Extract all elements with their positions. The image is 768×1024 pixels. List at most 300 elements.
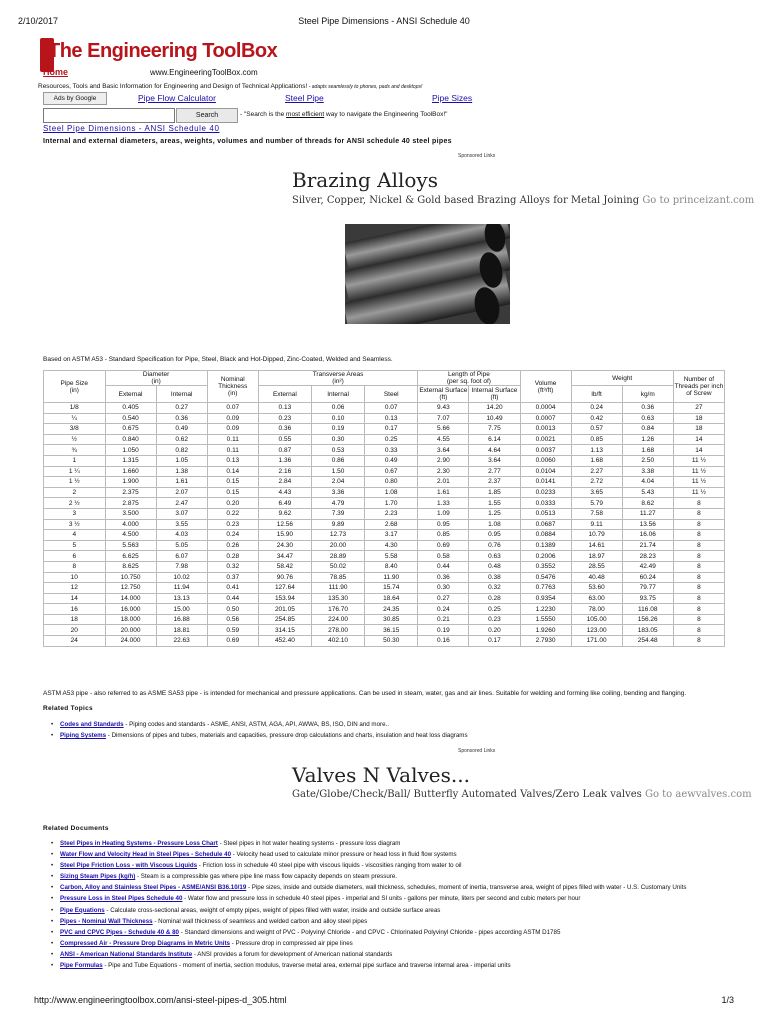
table-cell: 2.875 [105,498,156,509]
table-cell: 2.01 [418,477,469,488]
table-row [44,572,725,583]
table-cell: 10.750 [105,572,156,583]
table-cell: 0.19 [418,625,469,636]
list-item: • Pipe Formulas - Pipe and Tube Equations - moment of inertia, section modulus, traverse metal area, external pipe surface and traverse internal area - imperial units [60,962,710,970]
table-cell: 8 [673,519,724,530]
table-cell: 4.04 [622,477,673,488]
table-cell: 1.660 [105,466,156,477]
table-cell: 0.21 [418,614,469,625]
table-cell: 8 [673,636,724,647]
table-cell: 278.00 [311,625,364,636]
related-document-link[interactable]: Steel Pipes in Heating Systems - Pressure Loss Chart [60,840,218,847]
table-cell: 0.33 [365,445,418,456]
table-cell: 0.32 [207,561,258,572]
table-cell: 314.15 [258,625,311,636]
related-document-link[interactable]: Pipe Formulas [60,962,103,970]
table-cell: 2.77 [469,466,520,477]
table-cell: 0.58 [418,551,469,562]
table-cell: 2 ½ [44,498,106,509]
search-note: - "Search is the most efficient way to navigate the Engineering ToolBox!" [240,111,448,118]
table-row [44,498,725,509]
ads-by-google-button[interactable] [43,92,107,105]
related-document-link[interactable]: Pressure Loss in Steel Pipes Schedule 40 [60,895,183,903]
list-item: • Codes and Standards - Piping codes and standards - ASME, ANSI, ASTM, AGA, API, AWWA, BS, ISO, DIN and more.. [60,721,710,729]
table-cell: 0.17 [365,424,418,435]
table-cell: 0.85 [418,530,469,541]
table-cell: 11 ½ [673,455,724,466]
table-cell: 3.500 [105,508,156,519]
table-cell: 36.15 [365,625,418,636]
table-cell: 12.56 [258,519,311,530]
table-cell: 254.85 [258,614,311,625]
table-cell: ½ [44,434,106,445]
related-document-link[interactable]: Pipe Equations [60,906,105,914]
table-cell: 0.41 [207,583,258,594]
ad-title[interactable]: Valves N Valves... [292,763,470,787]
table-cell: 11 ½ [673,487,724,498]
table-cell: 1.50 [311,466,364,477]
table-cell: 0.11 [207,445,258,456]
table-cell: 8 [673,614,724,625]
table-cell: 0.10 [311,413,364,424]
table-cell: 1/8 [44,403,106,414]
table-cell: 0.13 [365,413,418,424]
table-cell: 15.90 [258,530,311,541]
table-row [44,424,725,435]
table-cell: 15.00 [156,604,207,615]
th-volume: Volume (ft³/ft) [520,371,571,403]
table-cell: 42.49 [622,561,673,572]
table-cell: 0.59 [207,625,258,636]
table-cell: 22.63 [156,636,207,647]
ads-label: Ads by Google [53,95,97,102]
table-cell: 0.0687 [520,519,571,530]
table-cell: 27 [673,403,724,414]
related-document-link[interactable]: PVC and CPVC Pipes - Schedule 40 & 80 [60,928,179,936]
table-cell: 8 [673,561,724,572]
table-cell: 3 [44,508,106,519]
table-cell: 6.07 [156,551,207,562]
table-cell: 20.000 [105,625,156,636]
table-cell: 3.38 [622,466,673,477]
table-cell: 2.04 [311,477,364,488]
table-cell: 6.49 [258,498,311,509]
table-cell: 0.82 [156,445,207,456]
table-cell: 123.00 [571,625,622,636]
table-cell: 0.63 [469,551,520,562]
table-cell: 1.26 [622,434,673,445]
table-cell: 0.15 [207,487,258,498]
table-cell: 21.74 [622,540,673,551]
table-cell: 14.61 [571,540,622,551]
table-cell: 6 [44,551,106,562]
list-item: • Pipes - Nominal Wall Thickness - Nominal wall thickness of seamless and welded carbon and alloy steel pipes [60,918,710,926]
table-cell: 4.000 [105,519,156,530]
table-cell: 18.000 [105,614,156,625]
table-cell: 2.37 [469,477,520,488]
table-row [44,561,725,572]
astm-note: ASTM A53 pipe - also referred to as ASME SA53 pipe - is intended for mechanical and pressure applications. Can be used in steam, water, gas and air lines. Suitable for welding and forming like coiling, bending and flanging. [43,690,687,697]
table-cell: 156.26 [622,614,673,625]
table-cell: 0.25 [365,434,418,445]
table-cell: 18 [673,424,724,435]
table-cell: 0.0233 [520,487,571,498]
table-row [44,403,725,414]
table-cell: 8 [673,583,724,594]
table-cell: 0.44 [418,561,469,572]
table-cell: 1.315 [105,455,156,466]
table-cell: 3.55 [156,519,207,530]
home-link[interactable]: Home [43,67,69,77]
table-cell: 0.36 [258,424,311,435]
th-sub: External [258,386,311,403]
table-body [44,403,725,647]
table-cell: 58.42 [258,561,311,572]
table-cell: 7.07 [418,413,469,424]
ad-subtitle[interactable]: Gate/Globe/Check/Ball/ Butterfly Automated Valves/Zero Leak valves Go to aewvalves.com [292,789,752,800]
table-cell: 0.06 [311,403,364,414]
table-cell: 14.000 [105,593,156,604]
table-cell: 0.36 [418,572,469,583]
pipe-dimensions-table [43,370,725,647]
table-cell: 1.900 [105,477,156,488]
table-cell: 28.89 [311,551,364,562]
table-cell: 20.00 [311,540,364,551]
table-cell: 0.69 [418,540,469,551]
page-heading: Internal and external diameters, areas, weights, volumes and number of threads for ANSI schedule 40 steel pipes [43,138,452,145]
table-cell: 20 [44,625,106,636]
table-cell: 3 ½ [44,519,106,530]
table-cell: 2.7930 [520,636,571,647]
table-cell: 1.68 [571,455,622,466]
table-cell: 24.35 [365,604,418,615]
table-cell: 78.85 [311,572,364,583]
breadcrumb[interactable]: Steel Pipe Dimensions - ANSI Schedule 40 [43,124,220,133]
table-cell: 9.89 [311,519,364,530]
related-document-link[interactable]: Carbon, Alloy and Stainless Steel Pipes - ASME/ANSI B36.10/19 [60,884,247,892]
related-documents-list [60,840,710,973]
table-cell: 0.24 [207,530,258,541]
table-row [44,614,725,625]
th-sub: Internal Surface (ft) [469,386,520,403]
table-cell: 0.17 [469,636,520,647]
table-cell: 3.64 [469,455,520,466]
table-row [44,413,725,424]
table-cell: 2.375 [105,487,156,498]
table-cell: 0.0013 [520,424,571,435]
table-cell: 1.38 [156,466,207,477]
table-cell: 18.97 [571,551,622,562]
table-cell: 0.69 [207,636,258,647]
tagline-small: - adapts seamlessly to phones, pads and desktops! [307,84,423,90]
th-sub: kg/m [622,386,673,403]
table-cell: 0.25 [469,604,520,615]
table-cell: 0.84 [622,424,673,435]
table-cell: 0.09 [207,424,258,435]
ad-title[interactable]: Brazing Alloys [292,168,438,192]
table-cell: 2.27 [571,466,622,477]
table-cell: 9.43 [418,403,469,414]
nav-pipe-sizes[interactable]: Pipe Sizes [432,93,473,103]
table-cell: 0.5476 [520,572,571,583]
table-cell: 2.23 [365,508,418,519]
table-cell: 0.27 [418,593,469,604]
table-cell: 0.0021 [520,434,571,445]
related-document-link[interactable]: Sizing Steam Pipes (kg/h) [60,873,136,881]
list-item: • ANSI - American National Standards Institute - ANSI provides a forum for development of American national standards [60,951,710,959]
table-cell: 0.37 [207,572,258,583]
table-cell: 201.05 [258,604,311,615]
table-cell: 1.5550 [520,614,571,625]
table-cell: 0.49 [365,455,418,466]
table-cell: 0.55 [258,434,311,445]
table-cell: 10.79 [571,530,622,541]
table-cell: 452.40 [258,636,311,647]
table-cell: 11.27 [622,508,673,519]
table-cell: 60.24 [622,572,673,583]
table-cell: 1.2230 [520,604,571,615]
related-document-link[interactable]: Pipes - Nominal Wall Thickness [60,917,153,925]
table-cell: 0.23 [258,413,311,424]
table-cell: 0.53 [311,445,364,456]
sponsored-label: Sponsored Links [458,153,496,159]
list-item: • Compressed Air - Pressure Drop Diagrams in Metric Units - Pressure drop in compressed air pipe lines [60,940,710,948]
table-cell: 0.7763 [520,583,571,594]
table-cell: 1.68 [622,445,673,456]
table-cell: 0.23 [469,614,520,625]
table-cell: 0.15 [207,477,258,488]
search-input[interactable] [43,108,175,123]
table-cell: 0.0060 [520,455,571,466]
table-cell: 1.13 [571,445,622,456]
based-on-text: Based on ASTM A53 - Standard Specification for Pipe, Steel, Black and Hot-Dipped, Zinc-Coated, Welded and Seamless. [43,356,393,363]
th-sub: External [105,386,156,403]
table-cell: 0.28 [207,551,258,562]
related-document-link[interactable]: Water Flow and Velocity Head in Steel Pipes - Schedule 40 [60,851,232,859]
table-cell: 0.49 [156,424,207,435]
table-cell: 1.70 [365,498,418,509]
page-number: 1/3 [721,995,734,1005]
table-cell: 0.09 [207,413,258,424]
table-cell: 8 [673,540,724,551]
table-cell: 0.9354 [520,593,571,604]
table-cell: 0.32 [469,583,520,594]
table-cell: 8 [44,561,106,572]
th-sub: lb/ft [571,386,622,403]
table-cell: 3.17 [365,530,418,541]
site-logo[interactable]: The Engineering ToolBox [48,40,278,62]
table-cell: 4.64 [469,445,520,456]
table-cell: 0.57 [571,424,622,435]
table-cell: 5.79 [571,498,622,509]
table-cell: 0.11 [207,434,258,445]
table-cell: 0.07 [365,403,418,414]
table-cell: 0.675 [105,424,156,435]
table-row [44,540,725,551]
table-cell: 18 [44,614,106,625]
table-cell: 24 [44,636,106,647]
table-cell: 8.40 [365,561,418,572]
table-cell: 10.49 [469,413,520,424]
table-cell: 3.64 [418,445,469,456]
print-date: 2/10/2017 [18,16,59,26]
th-sub: Internal [311,386,364,403]
table-cell: 0.30 [311,434,364,445]
steel-pipes-illustration [345,224,510,324]
table-cell: 2.90 [418,455,469,466]
related-topic-link[interactable]: Piping Systems [60,732,107,740]
th-nominal-thickness: Nominal Thickness (in) [207,371,258,403]
table-cell: 12.750 [105,583,156,594]
table-cell: 0.62 [156,434,207,445]
table-cell: 127.64 [258,583,311,594]
table-cell: 9.62 [258,508,311,519]
table-cell: 7.75 [469,424,520,435]
table-cell: 0.26 [207,540,258,551]
table-cell: 6.625 [105,551,156,562]
table-cell: ¾ [44,445,106,456]
table-cell: 0.3552 [520,561,571,572]
table-row [44,551,725,562]
table-cell: 0.27 [156,403,207,414]
table-cell: 8 [673,625,724,636]
table-cell: 28.23 [622,551,673,562]
list-item: • Water Flow and Velocity Head in Steel Pipes - Schedule 40 - Velocity head used to calculate minor pressure or head loss in fluid flow systems [60,851,710,859]
table-cell: 1.09 [418,508,469,519]
table-cell: 12 [44,583,106,594]
nav-pipe-flow-calculator[interactable]: Pipe Flow Calculator [138,93,216,103]
table-cell: 2.07 [156,487,207,498]
table-cell: 0.38 [469,572,520,583]
table-cell: 13.13 [156,593,207,604]
table-cell: 4.30 [365,540,418,551]
table-cell: 10 [44,572,106,583]
table-cell: 90.76 [258,572,311,583]
footer-url: http://www.engineeringtoolbox.com/ansi-steel-pipes-d_305.html [34,995,287,1005]
table-cell: 0.24 [571,403,622,414]
table-cell: 402.10 [311,636,364,647]
table-cell: 2.16 [258,466,311,477]
table-cell: 40.48 [571,572,622,583]
table-cell: 0.20 [469,625,520,636]
list-item: • Carbon, Alloy and Stainless Steel Pipes - ASME/ANSI B36.10/19 - Pipe sizes, inside and outside diameters, wall thickness, schedules, moment of inertia, transverse area, weight of pipes filled with water - U.S. Customary Units [60,884,710,892]
table-cell: 53.60 [571,583,622,594]
table-cell: 0.36 [156,413,207,424]
table-row [44,445,725,456]
table-cell: 8.625 [105,561,156,572]
th-sub: External Surface (ft) [419,387,468,401]
table-cell: 0.0004 [520,403,571,414]
table-cell: 4 [44,530,106,541]
sponsored-label: Sponsored Links [458,748,496,754]
table-cell: 28.55 [571,561,622,572]
table-cell: 1.9260 [520,625,571,636]
table-cell: 50.30 [365,636,418,647]
table-cell: 0.13 [207,455,258,466]
table-cell: 0.48 [469,561,520,572]
table-row [44,434,725,445]
th-sub: Steel [365,386,418,403]
table-cell: 14 [673,445,724,456]
table-cell: 3.07 [156,508,207,519]
table-cell: 15.74 [365,583,418,594]
table-cell: 2.72 [571,477,622,488]
table-cell: 3/8 [44,424,106,435]
table-cell: 11.94 [156,583,207,594]
table-cell: 171.00 [571,636,622,647]
related-document-link[interactable]: Steel Pipe Friction Loss - with Viscous Liquids [60,862,198,870]
table-cell: 0.30 [418,583,469,594]
related-topic-link[interactable]: Codes and Standards [60,721,124,728]
table-cell: 0.0007 [520,413,571,424]
table-cell: 176.70 [311,604,364,615]
table-cell: 0.0141 [520,477,571,488]
related-documents-title: Related Documents [43,825,109,832]
table-cell: 8 [673,530,724,541]
table-cell: 183.05 [622,625,673,636]
table-cell: 11 ½ [673,477,724,488]
table-cell: 0.22 [207,508,258,519]
table-row [44,583,725,594]
table-cell: 18.64 [365,593,418,604]
table-cell: 4.43 [258,487,311,498]
table-cell: 1.55 [469,498,520,509]
table-row [44,604,725,615]
table-cell: 11 ½ [673,466,724,477]
table-cell: 0.85 [571,434,622,445]
table-cell: 5.05 [156,540,207,551]
table-cell: 8 [673,551,724,562]
table-cell: 0.63 [622,413,673,424]
table-cell: 0.95 [418,519,469,530]
search-button[interactable]: Search [176,108,238,123]
table-cell: 0.405 [105,403,156,414]
table-cell: 1.33 [418,498,469,509]
table-cell: 7.39 [311,508,364,519]
table-cell: 8 [673,572,724,583]
table-cell: 2.68 [365,519,418,530]
table-cell: 0.80 [365,477,418,488]
list-item: • PVC and CPVC Pipes - Schedule 40 & 80 - Standard dimensions and weight of PVC - Polyvinyl Chloride - and CPVC - Chlorinated Polyvinyl Chloride - pipes according ASTM D1785 [60,929,710,937]
table-cell: 4.03 [156,530,207,541]
table-cell: 5.66 [418,424,469,435]
table-cell: 1.36 [258,455,311,466]
site-url: www.EngineeringToolBox.com [150,68,258,77]
th-threads: Number of Threads per inch of Screw [673,371,724,403]
table-cell: 8.62 [622,498,673,509]
table-cell: 4.500 [105,530,156,541]
table-cell: 0.86 [311,455,364,466]
ad-subtitle[interactable]: Silver, Copper, Nickel & Gold based Brazing Alloys for Metal Joining Go to princeizant.com [292,195,755,206]
table-cell: 0.0037 [520,445,571,456]
table-cell: 2.84 [258,477,311,488]
table-cell: 8 [673,604,724,615]
table-row [44,519,725,530]
table-cell: 1 ¼ [44,466,106,477]
nav-steel-pipe[interactable]: Steel Pipe [285,93,324,103]
table-cell: 1.25 [469,508,520,519]
table-row [44,466,725,477]
related-document-link[interactable]: ANSI - American National Standards Institute [60,950,193,958]
related-document-link[interactable]: Compressed Air - Pressure Drop Diagrams in Metric Units [60,939,230,947]
table-cell: 11.90 [365,572,418,583]
table-cell: 79.77 [622,583,673,594]
table-cell: 8 [673,593,724,604]
table-cell: 63.00 [571,593,622,604]
table-cell: 0.67 [365,466,418,477]
table-cell: 1.85 [469,487,520,498]
table-cell: 5 [44,540,106,551]
